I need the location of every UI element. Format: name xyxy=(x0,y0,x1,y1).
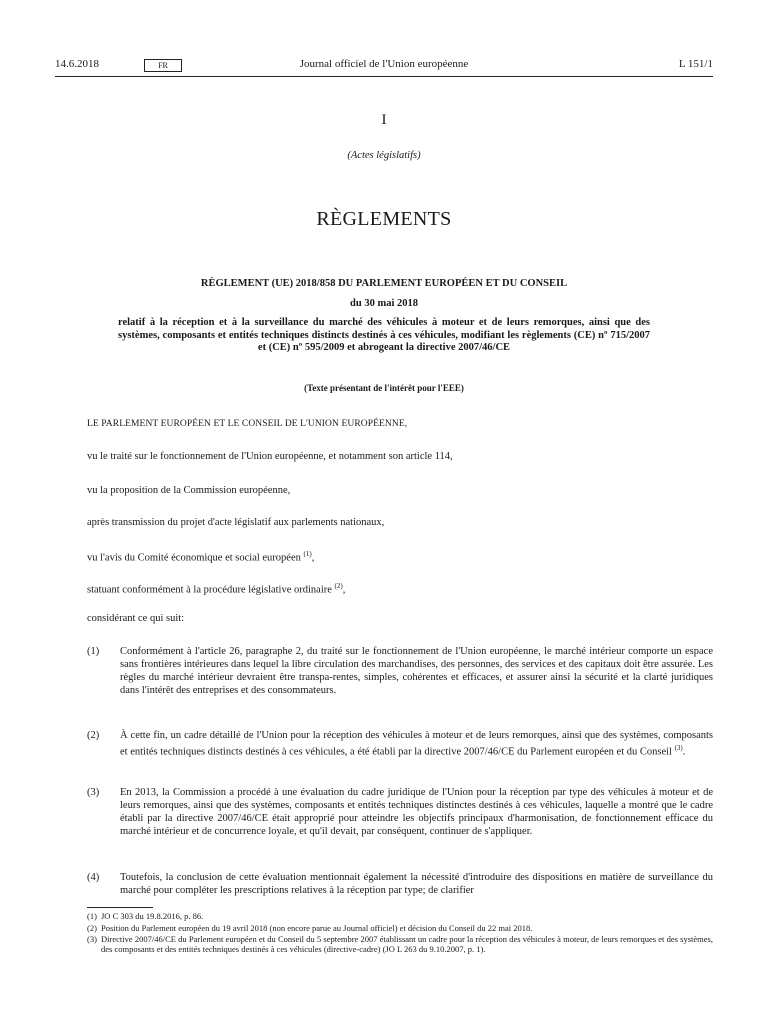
footnote-ref-3[interactable]: (3) xyxy=(674,744,683,752)
recital-number: (1) xyxy=(87,646,100,657)
recital-text: À cette fin, un cadre détaillé de l'Union pour la réception des véhicules à moteur et de leurs remorques, ainsi que des systèmes, composants et entités techniques distincts destinés à ces véhicules, a été établi par la directive 2007/46/CE du Parlement européen et du Conseil xyxy=(120,730,713,758)
publication-date: 14.6.2018 xyxy=(55,58,99,70)
recital-text: En 2013, la Commission a procédé à une évaluation du cadre juridique de l'Union pour la réception par type des véhicules à moteur et de leurs remorques, ainsi que des systèmes, composants et entités techniques distinctes destinés à ces véhicules, laquelle a montré que le cadre établi par la directive 2007/46/CE était approprié pour atteindre les objectifs principaux d'harmonisation, de fonctionnement efficace du marché intérieur et de concurrence loyale, et qu'il devait, par conséquent, continuer de s'appliquer. xyxy=(120,787,713,837)
preamble-authors: LE PARLEMENT EUROPÉEN ET LE CONSEIL DE L'UNION EUROPÉENNE, xyxy=(87,419,408,429)
header-rule xyxy=(55,76,713,77)
citation-treaty: vu le traité sur le fonctionnement de l'Union européenne, et notamment son article 114, xyxy=(87,451,453,462)
footnote xyxy=(87,934,713,954)
recital xyxy=(87,871,713,897)
citation-procedure xyxy=(87,580,345,597)
recital xyxy=(87,729,713,759)
regulation-subject: relatif à la réception et à la surveillance du marché des véhicules à moteur et de leurs remorques, ainsi que des systèmes, composants et entités techniques distincts destinés à ces véhicules, modifiant les règlements (CE) nº 715/2007 et (CE) nº 595/2009 et abrogeant la directive 2007/46/CE xyxy=(118,317,650,353)
eee-relevance: (Texte présentant de l'intérêt pour l'EEE) xyxy=(304,383,464,393)
footnote xyxy=(87,923,713,933)
footnote-text: JO C 303 du 19.8.2016, p. 86. xyxy=(101,911,204,921)
footnote-number: (2) xyxy=(87,923,97,933)
footnote-ref-2[interactable]: (2) xyxy=(334,582,343,590)
recital-number: (4) xyxy=(87,872,100,883)
recital xyxy=(87,645,713,697)
section-roman-numeral: I xyxy=(381,112,387,128)
footnote-number: (3) xyxy=(87,934,97,944)
citation-opinion-end: , xyxy=(311,552,315,564)
citation-procedure-text: statuant conformément à la procédure législative ordinaire xyxy=(87,584,332,596)
citation-opinion-text: vu l'avis du Comité économique et social européen xyxy=(87,552,301,564)
citation-proposal: vu la proposition de la Commission européenne, xyxy=(87,485,291,496)
recital-text: Conformément à l'article 26, paragraphe 2, du traité sur le fonctionnement de l'Union européenne, le marché intérieur comporte un espace sans frontières intérieures dans lequel la libre circulation des marchandises, des personnes, des services et des capitaux doit être assurée. Les règles du marché intérieur devraient être transpa-rentes, simples, cohérentes et efficaces, et assurer ainsi la sécurité et la clarté juridiques dans l'intérêt des entreprises et des consommateurs. xyxy=(120,646,713,696)
section-category: (Actes législatifs) xyxy=(347,150,421,161)
recital-text-end: . xyxy=(682,746,686,758)
footnote-text: Position du Parlement européen du 19 avril 2018 (non encore parue au Journal officiel) et décision du Conseil du 22 mai 2018. xyxy=(101,923,533,933)
regulation-title: RÈGLEMENT (UE) 2018/858 DU PARLEMENT EUROPÉEN ET DU CONSEIL xyxy=(200,278,568,289)
footnote-ref-1[interactable]: (1) xyxy=(303,550,312,558)
footnote-text: Directive 2007/46/CE du Parlement européen et du Conseil du 5 septembre 2007 établissant un cadre pour la réception des véhicules à moteur, de leurs remorques et des systèmes, des composants et des entités techniques destinés à ces véhicules (directive-cadre) (JO L 263 du 9.10.2007, p. 1). xyxy=(101,934,713,954)
language-badge: FR xyxy=(144,59,182,72)
recital xyxy=(87,786,713,838)
footnote-number: (1) xyxy=(87,911,97,921)
section-heading: RÈGLEMENTS xyxy=(316,208,452,230)
considering-intro: considérant ce qui suit: xyxy=(87,613,185,624)
citation-transmission: après transmission du projet d'acte législatif aux parlements nationaux, xyxy=(87,517,385,528)
regulation-date: du 30 mai 2018 xyxy=(350,298,418,309)
recital-number: (2) xyxy=(87,730,100,741)
recital-number: (3) xyxy=(87,787,100,798)
page-header xyxy=(55,58,713,76)
footnote xyxy=(87,911,713,921)
footnote-rule xyxy=(87,907,153,908)
journal-title: Journal officiel de l'Union européenne xyxy=(299,58,469,70)
citation-opinion xyxy=(87,548,314,565)
citation-procedure-end: , xyxy=(342,584,346,596)
page-number: L 151/1 xyxy=(678,58,713,70)
recital-text-wrapper xyxy=(120,729,713,759)
recital-text: Toutefois, la conclusion de cette évaluation mentionnait également la nécessité d'introduire des dispositions en matière de surveillance du marché pour compléter les prescriptions relatives à la réception par type; de clarifier xyxy=(120,872,713,896)
